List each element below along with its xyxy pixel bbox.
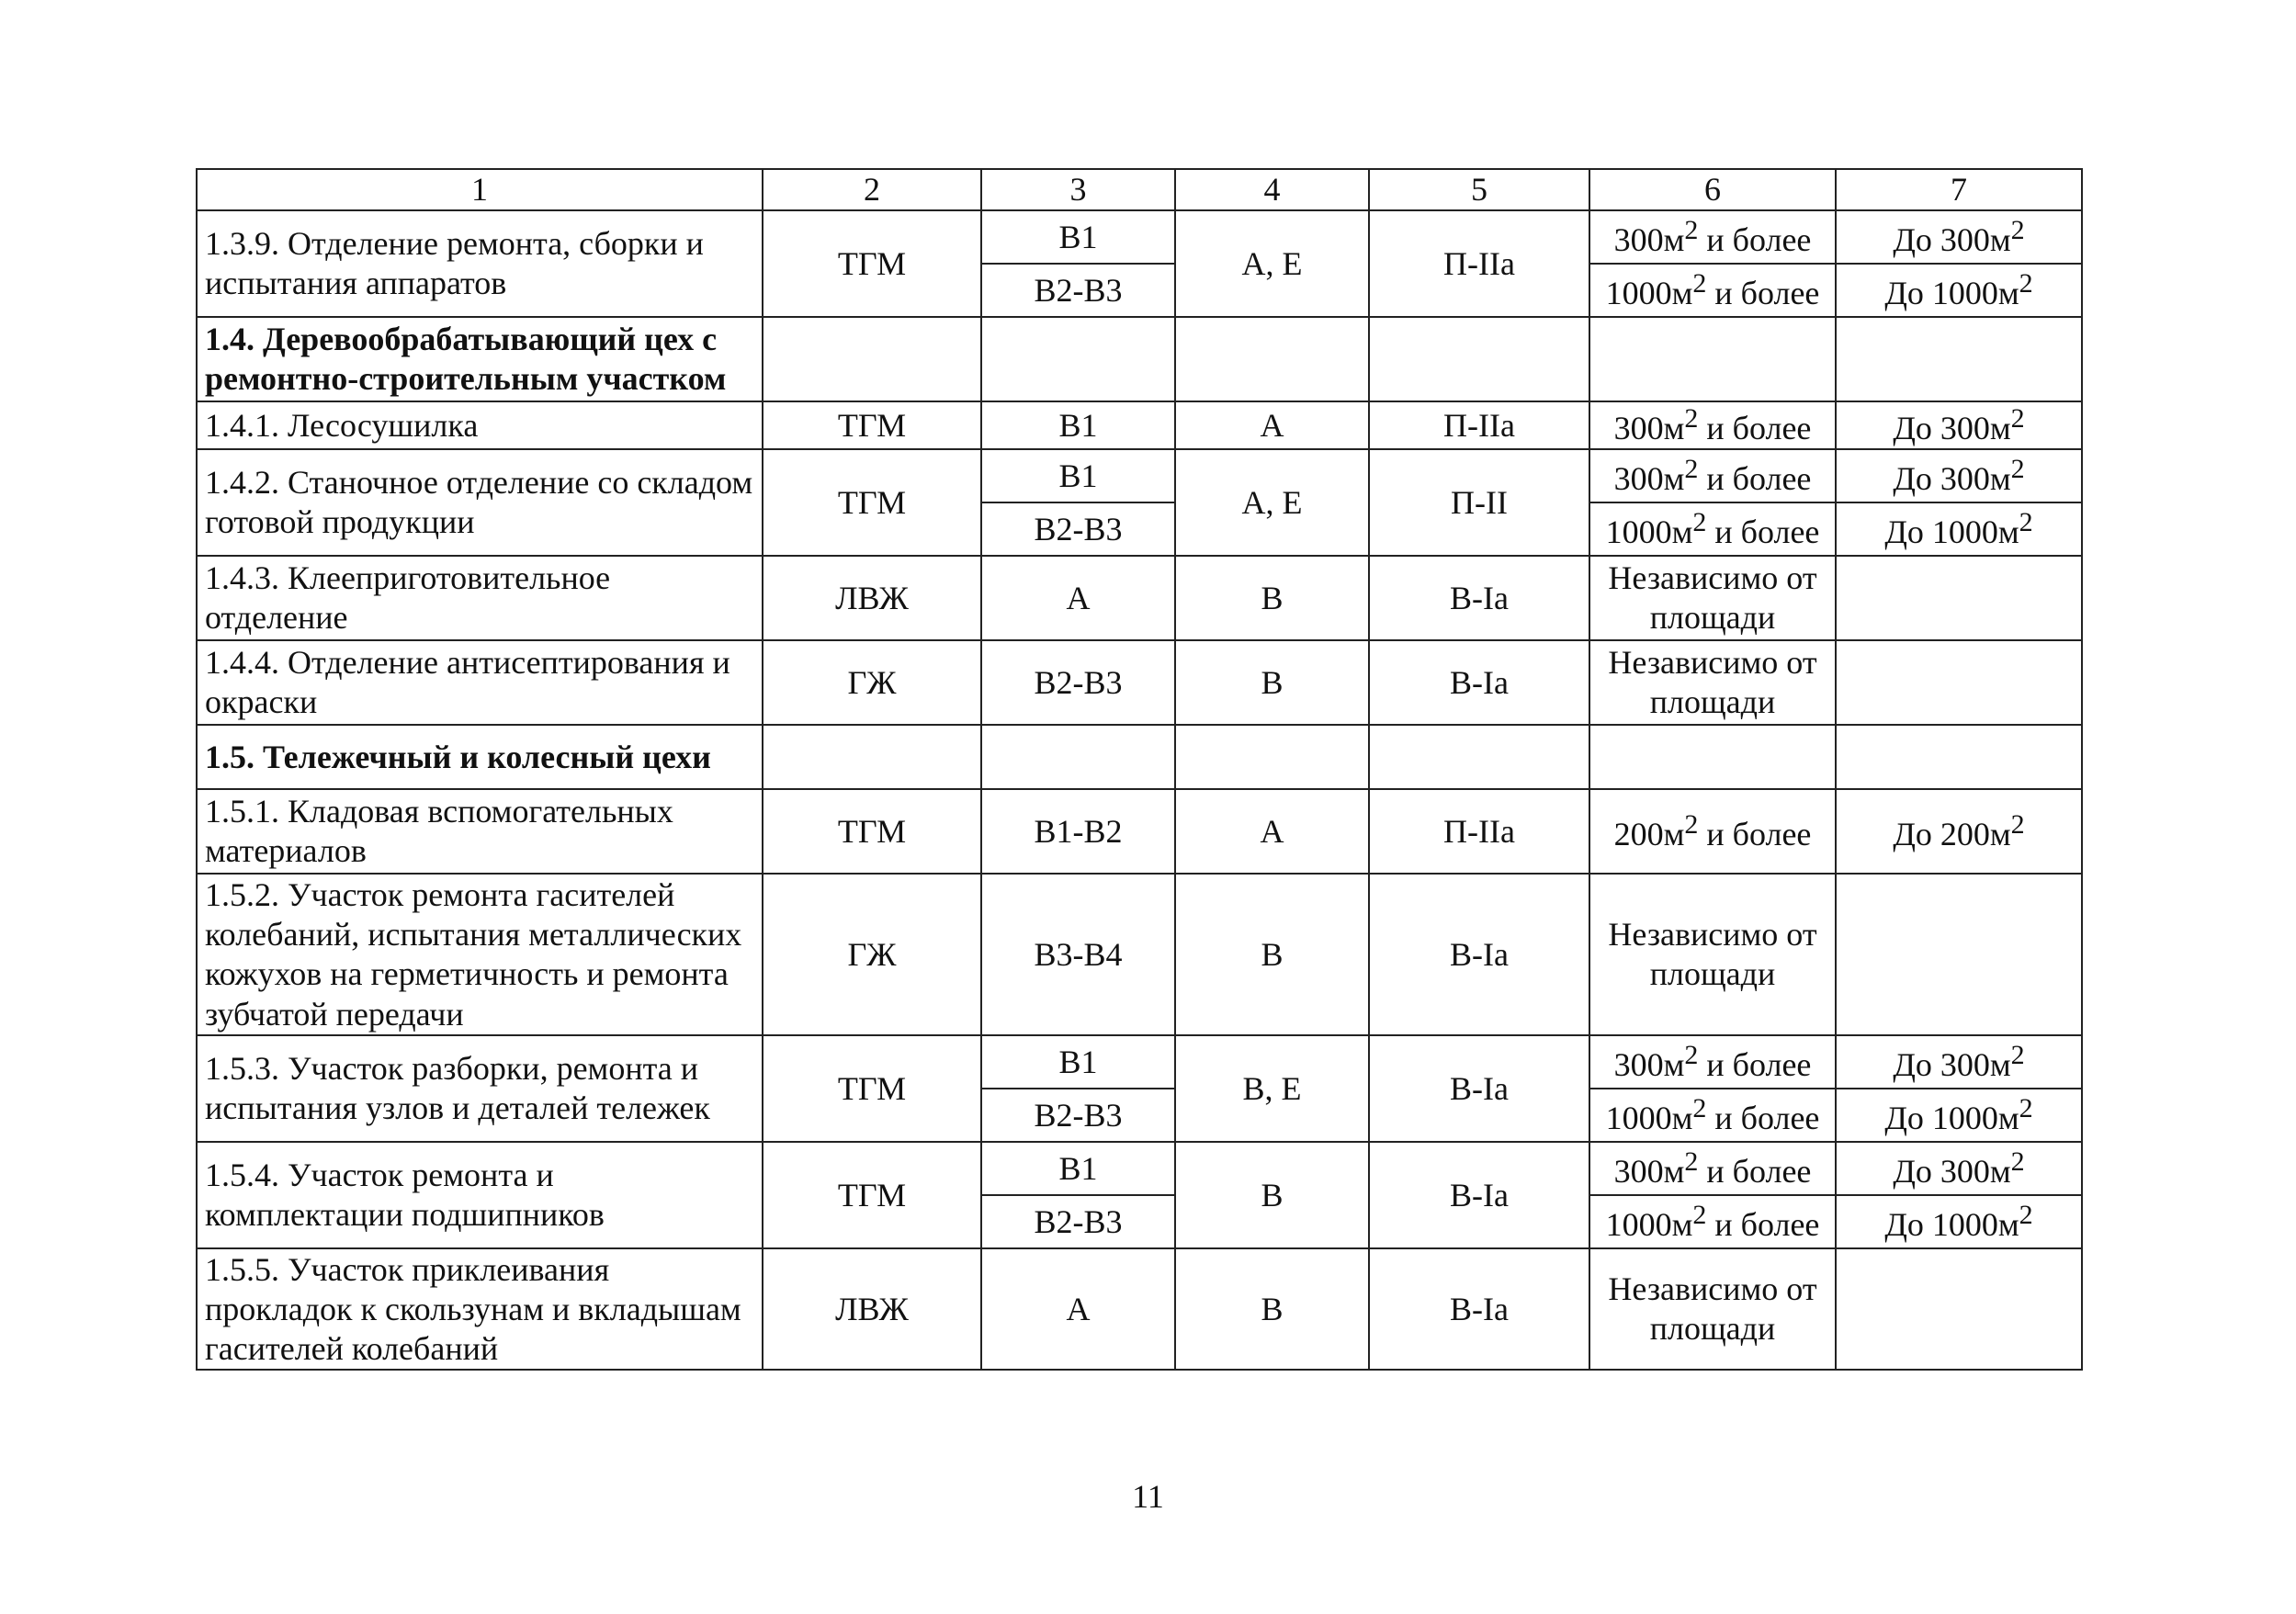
limit-value: До 300м (1893, 460, 2011, 498)
row-name: 1.5.4. Участок ремонта и комплектации подшипников (197, 1142, 763, 1248)
zone-cell: П-IIа (1369, 789, 1589, 874)
superscript: 2 (2019, 507, 2033, 538)
superscript: 2 (2010, 215, 2025, 246)
area-value: 300м (1613, 1046, 1685, 1084)
row-name: 1.5.3. Участок разборки, ремонта и испытания узлов и деталей тележек (197, 1035, 763, 1142)
table-row (197, 401, 2082, 449)
limit-value: До 300м (1893, 1046, 2011, 1084)
limit-cell (1836, 789, 2082, 874)
zone-cell: В-Iа (1369, 1035, 1589, 1142)
empty-cell (981, 317, 1175, 401)
category-cell: А (981, 1248, 1175, 1370)
group-cell: А (1175, 789, 1369, 874)
row-name: 1.5.2. Участок ремонта гасителей колебаний, испытания металлических кожухов на герметичность и ремонта зубчатой передачи (197, 874, 763, 1035)
category-cell: В2-В3 (981, 1195, 1175, 1248)
limit-cell (1836, 1142, 2082, 1195)
zone-cell: В-Iа (1369, 1248, 1589, 1370)
superscript: 2 (1684, 809, 1699, 841)
area-suffix: и более (1698, 410, 1812, 447)
area-value: 300м (1613, 221, 1685, 259)
area-cell (1589, 401, 1836, 449)
superscript: 2 (2010, 1040, 2025, 1071)
row-name: 1.5.1. Кладовая вспомогательных материалов (197, 789, 763, 874)
class-cell: ЛВЖ (763, 1248, 981, 1370)
superscript: 2 (2010, 454, 2025, 485)
limit-value: До 1000м (1884, 1100, 2019, 1137)
category-cell: В1-В2 (981, 789, 1175, 874)
area-value: 300м (1613, 1153, 1685, 1191)
area-cell (1589, 502, 1836, 556)
area-value: 1000м (1605, 1100, 1693, 1137)
empty-cell (1369, 317, 1589, 401)
superscript: 2 (1684, 403, 1699, 435)
limit-value: До 300м (1893, 410, 2011, 447)
class-cell: ТГМ (763, 789, 981, 874)
area-value: 1000м (1605, 514, 1693, 551)
area-value: 1000м (1605, 275, 1693, 312)
area-cell (1589, 449, 1836, 502)
limit-cell (1836, 502, 2082, 556)
area-value: 1000м (1605, 1206, 1693, 1244)
category-cell: В1 (981, 401, 1175, 449)
class-cell: ТГМ (763, 401, 981, 449)
superscript: 2 (1684, 454, 1699, 485)
header-cell-3: 3 (981, 169, 1175, 210)
area-cell: Независимо от площади (1589, 874, 1836, 1035)
empty-cell (981, 725, 1175, 789)
limit-cell (1836, 449, 2082, 502)
superscript: 2 (1692, 507, 1707, 538)
group-cell: В (1175, 556, 1369, 640)
empty-cell (1175, 725, 1369, 789)
area-suffix: и более (1698, 1046, 1812, 1084)
header-cell-1: 1 (197, 169, 763, 210)
superscript: 2 (1684, 1040, 1699, 1071)
class-cell: ГЖ (763, 640, 981, 725)
superscript: 2 (1684, 215, 1699, 246)
area-suffix: и более (1698, 816, 1812, 853)
header-row (197, 169, 2082, 210)
limit-value: До 300м (1893, 221, 2011, 259)
superscript: 2 (2019, 1093, 2033, 1124)
area-cell (1589, 1089, 1836, 1142)
superscript: 2 (1692, 1200, 1707, 1231)
class-cell: ЛВЖ (763, 556, 981, 640)
table-row (197, 1035, 2082, 1089)
zone-cell: В-Iа (1369, 874, 1589, 1035)
row-name: 1.4.3. Клееприготовительное отделение (197, 556, 763, 640)
group-cell: В (1175, 874, 1369, 1035)
classification-table (196, 168, 2083, 1371)
table-row (197, 789, 2082, 874)
category-cell: В1 (981, 1035, 1175, 1089)
limit-cell (1836, 210, 2082, 264)
group-cell: В, Е (1175, 1035, 1369, 1142)
class-cell: ТГМ (763, 449, 981, 556)
header-cell-7: 7 (1836, 169, 2082, 210)
table-row (197, 640, 2082, 725)
class-cell: ТГМ (763, 1035, 981, 1142)
area-cell: Независимо от площади (1589, 1248, 1836, 1370)
empty-cell (763, 317, 981, 401)
limit-cell (1836, 1195, 2082, 1248)
limit-cell (1836, 264, 2082, 317)
superscript: 2 (2019, 1200, 2033, 1231)
category-cell: В2-В3 (981, 502, 1175, 556)
superscript: 2 (2010, 403, 2025, 435)
limit-cell (1836, 401, 2082, 449)
area-cell (1589, 1142, 1836, 1195)
section-title: 1.4. Деревообрабатывающий цех с ремонтно-строительным участком (197, 317, 763, 401)
zone-cell: В-Iа (1369, 556, 1589, 640)
category-cell: А (981, 556, 1175, 640)
section-row (197, 725, 2082, 789)
group-cell: А (1175, 401, 1369, 449)
limit-cell (1836, 1248, 2082, 1370)
zone-cell: П-IIа (1369, 210, 1589, 317)
empty-cell (1836, 725, 2082, 789)
limit-cell (1836, 640, 2082, 725)
limit-value: До 1000м (1884, 514, 2019, 551)
zone-cell: В-Iа (1369, 640, 1589, 725)
empty-cell (1836, 317, 2082, 401)
limit-value: До 200м (1893, 816, 2011, 853)
zone-cell: П-IIа (1369, 401, 1589, 449)
category-cell: В2-В3 (981, 640, 1175, 725)
header-cell-6: 6 (1589, 169, 1836, 210)
limit-value: До 1000м (1884, 275, 2019, 312)
area-cell (1589, 789, 1836, 874)
limit-cell (1836, 1035, 2082, 1089)
area-suffix: и более (1706, 1100, 1820, 1137)
area-suffix: и более (1698, 460, 1812, 498)
superscript: 2 (2010, 809, 2025, 841)
superscript: 2 (2019, 268, 2033, 299)
table-row (197, 210, 2082, 264)
category-cell: В1 (981, 449, 1175, 502)
superscript: 2 (1692, 268, 1707, 299)
superscript: 2 (1692, 1093, 1707, 1124)
area-value: 300м (1613, 460, 1685, 498)
zone-cell: В-Iа (1369, 1142, 1589, 1248)
area-cell (1589, 264, 1836, 317)
category-cell: В2-В3 (981, 264, 1175, 317)
page-number: 11 (1132, 1478, 1164, 1515)
limit-cell (1836, 1089, 2082, 1142)
section-title: 1.5. Тележечный и колесный цехи (197, 725, 763, 789)
area-cell (1589, 1195, 1836, 1248)
category-cell: В3-В4 (981, 874, 1175, 1035)
category-cell: В2-В3 (981, 1089, 1175, 1142)
area-suffix: и более (1698, 1153, 1812, 1191)
class-cell: ГЖ (763, 874, 981, 1035)
empty-cell (1369, 725, 1589, 789)
empty-cell (1175, 317, 1369, 401)
class-cell: ТГМ (763, 1142, 981, 1248)
category-cell: В1 (981, 1142, 1175, 1195)
table-row (197, 449, 2082, 502)
limit-value: До 1000м (1884, 1206, 2019, 1244)
row-name: 1.4.2. Станочное отделение со складом готовой продукции (197, 449, 763, 556)
area-value: 200м (1613, 816, 1685, 853)
empty-cell (763, 725, 981, 789)
row-name: 1.4.1. Лесосушилка (197, 401, 763, 449)
area-cell (1589, 210, 1836, 264)
category-cell: В1 (981, 210, 1175, 264)
limit-value: До 300м (1893, 1153, 2011, 1191)
group-cell: А, Е (1175, 210, 1369, 317)
class-cell: ТГМ (763, 210, 981, 317)
header-cell-4: 4 (1175, 169, 1369, 210)
area-cell (1589, 1035, 1836, 1089)
group-cell: В (1175, 1248, 1369, 1370)
empty-cell (1589, 725, 1836, 789)
row-name: 1.4.4. Отделение антисептирования и окраски (197, 640, 763, 725)
area-cell: Независимо от площади (1589, 556, 1836, 640)
area-suffix: и более (1706, 514, 1820, 551)
table-row (197, 1248, 2082, 1370)
row-name: 1.3.9. Отделение ремонта, сборки и испытания аппаратов (197, 210, 763, 317)
area-suffix: и более (1706, 275, 1820, 312)
area-cell: Независимо от площади (1589, 640, 1836, 725)
table-row (197, 874, 2082, 1035)
empty-cell (1589, 317, 1836, 401)
limit-cell (1836, 556, 2082, 640)
area-value: 300м (1613, 410, 1685, 447)
zone-cell: П-II (1369, 449, 1589, 556)
group-cell: В (1175, 1142, 1369, 1248)
area-suffix: и более (1706, 1206, 1820, 1244)
group-cell: В (1175, 640, 1369, 725)
table-row (197, 556, 2082, 640)
table-row (197, 1142, 2082, 1195)
row-name: 1.5.5. Участок приклеивания прокладок к скользунам и вкладышам гасителей колебаний (197, 1248, 763, 1370)
group-cell: А, Е (1175, 449, 1369, 556)
section-row (197, 317, 2082, 401)
header-cell-2: 2 (763, 169, 981, 210)
superscript: 2 (1684, 1146, 1699, 1178)
limit-cell (1836, 874, 2082, 1035)
area-suffix: и более (1698, 221, 1812, 259)
header-cell-5: 5 (1369, 169, 1589, 210)
superscript: 2 (2010, 1146, 2025, 1178)
